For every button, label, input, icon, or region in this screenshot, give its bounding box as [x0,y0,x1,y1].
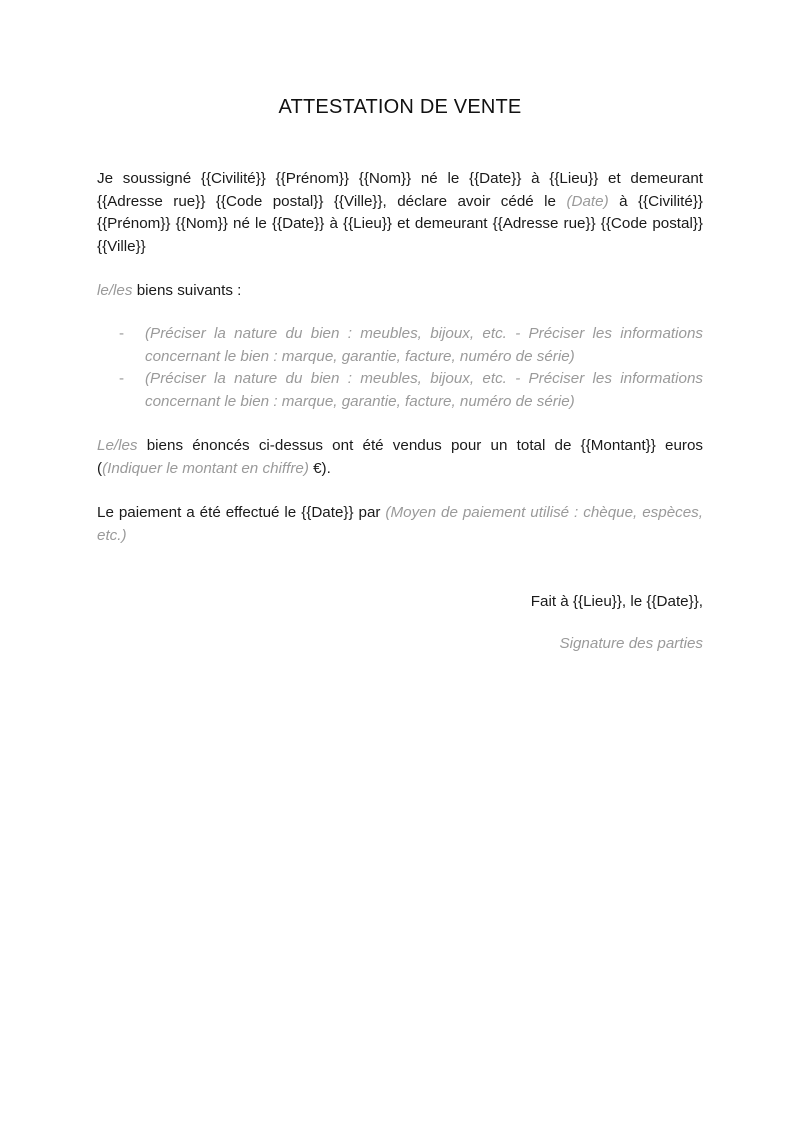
payment-paragraph [97,502,703,547]
goods-intro-text: biens suivants : [132,282,242,299]
payment-method-placeholder: (Moyen de paiement utilisé : chèque, espèces, etc.) [97,504,704,544]
sale-amount-text-part1: biens énoncés ci-dessus ont été vendus pour un total de {{Montant}} euros ( [97,437,703,477]
amount-placeholder: (Indiquer le montant en chiffre) [102,459,309,477]
declaration-text-part2: à {{Civilité}} {{Prénom}} {{Nom}} né le {{Date}} à {{Lieu}} et demeurant {{Adresse rue}} {{Code postal}} {{Ville}} [97,192,703,255]
place-date-line: Fait à {{Lieu}}, le {{Date}}, [530,593,703,610]
list-dash: - [119,370,125,387]
goods-count-placeholder: le/les [97,282,133,299]
document-title: ATTESTATION DE VENTE [278,96,522,118]
list-dash: - [119,325,125,342]
goods-item-placeholder: (Préciser la nature du bien : meubles, bijoux, etc. - Préciser les informations concernant le bien : marque, garantie, facture, numéro de série) [145,370,703,410]
goods-list [97,323,703,413]
goods-count-placeholder: Le/les [97,437,138,454]
sale-amount-paragraph [97,435,703,480]
goods-intro-paragraph [97,280,703,303]
goods-item-placeholder: (Préciser la nature du bien : meubles, bijoux, etc. - Préciser les informations concernant le bien : marque, garantie, facture, numéro de série) [145,325,703,365]
declaration-paragraph [97,168,703,258]
sale-amount-text-part2: €). [308,459,331,477]
signature-line: Signature des parties [559,635,703,652]
declaration-text-part1: Je soussigné {{Civilité}} {{Prénom}} {{Nom}} né le {{Date}} à {{Lieu}} et demeurant {{Adresse rue}} {{Code postal}} {{Ville}}, déclare avoir cédé le [97,170,703,210]
date-placeholder: (Date) [566,192,609,210]
payment-text: Le paiement a été effectué le {{Date}} par [97,504,386,521]
list-item [97,368,703,413]
list-item [97,323,703,368]
